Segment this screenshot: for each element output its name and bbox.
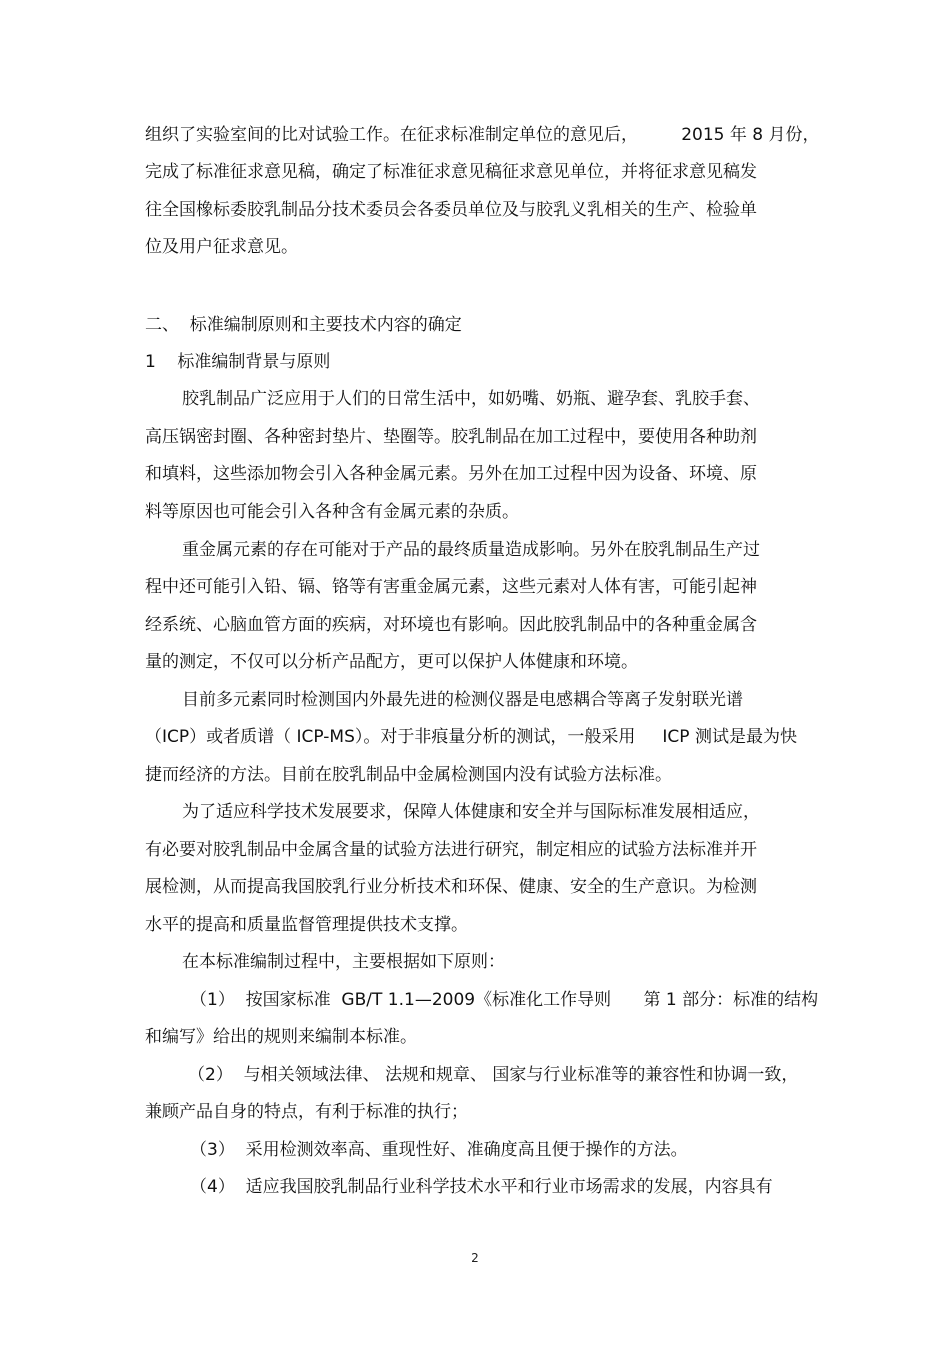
paragraph-line: 程中还可能引入铅、镉、铬等有害重金属元素，这些元素对人体有害，可能引起神 — [145, 577, 757, 597]
paragraph-line: 料等原因也可能会引入各种含有金属元素的杂质。 — [145, 502, 519, 522]
list-item-continuation: 兼顾产品自身的特点，有利于标准的执行； — [145, 1102, 468, 1122]
paragraph-line: 量的测定，不仅可以分析产品配方，更可以保护人体健康和环境。 — [145, 652, 638, 672]
list-item: （1） 按国家标准 GB/T 1.1—2009《标准化工作导则 第 1 部分：标准的结构 — [190, 990, 819, 1010]
paragraph-line: 高压锅密封圈、各种密封垫片、垫圈等。胶乳制品在加工过程中，要使用各种助剂 — [145, 427, 757, 447]
paragraph-line: 胶乳制品广泛应用于人们的日常生活中，如奶嘴、奶瓶、避孕套、乳胶手套、 — [182, 389, 760, 409]
list-item: （4） 适应我国胶乳制品行业科学技术水平和行业市场需求的发展，内容具有 — [190, 1177, 773, 1197]
paragraph-line: 组织了实验室间的比对试验工作。在征求标准制定单位的意见后， 2015 年 8 月份， — [145, 125, 820, 145]
paragraph-line: 为了适应科学技术发展要求，保障人体健康和安全并与国际标准发展相适应， — [182, 802, 760, 822]
page-number: 2 — [471, 1251, 479, 1265]
paragraph-line: 位及用户征求意见。 — [145, 237, 298, 257]
list-item-continuation: 和编写》给出的规则来编制本标准。 — [145, 1027, 417, 1047]
subsection-heading: 1 标准编制背景与原则 — [145, 352, 331, 372]
list-item: （2） 与相关领域法律、 法规和规章、 国家与行业标准等的兼容性和协调一致， — [188, 1065, 799, 1085]
paragraph-line: 展检测，从而提高我国胶乳行业分析技术和环保、健康、安全的生产意识。为检测 — [145, 877, 757, 897]
paragraph-line: （ICP）或者质谱（ ICP-MS）。对于非痕量分析的测试，一般采用 ICP 测试是最为快 — [145, 727, 797, 747]
paragraph-line: 和填料，这些添加物会引入各种金属元素。另外在加工过程中因为设备、环境、原 — [145, 464, 757, 484]
paragraph-line: 往全国橡标委胶乳制品分技术委员会各委员单位及与胶乳义乳相关的生产、检验单 — [145, 200, 757, 220]
paragraph-line: 捷而经济的方法。目前在胶乳制品中金属检测国内没有试验方法标准。 — [145, 765, 672, 785]
paragraph-line: 水平的提高和质量监督管理提供技术支撑。 — [145, 915, 468, 935]
paragraph-line: 目前多元素同时检测国内外最先进的检测仪器是电感耦合等离子发射联光谱 — [182, 690, 743, 710]
paragraph-line: 有必要对胶乳制品中金属含量的试验方法进行研究，制定相应的试验方法标准并开 — [145, 840, 757, 860]
list-item: （3） 采用检测效率高、重现性好、准确度高且便于操作的方法。 — [190, 1140, 688, 1160]
section-heading: 二、 标准编制原则和主要技术内容的确定 — [145, 315, 462, 335]
paragraph-line: 重金属元素的存在可能对于产品的最终质量造成影响。另外在胶乳制品生产过 — [182, 540, 760, 560]
paragraph-line: 在本标准编制过程中，主要根据如下原则： — [182, 952, 505, 972]
paragraph-line: 经系统、心脑血管方面的疾病，对环境也有影响。因此胶乳制品中的各种重金属含 — [145, 615, 757, 635]
paragraph-line: 完成了标准征求意见稿，确定了标准征求意见稿征求意见单位，并将征求意见稿发 — [145, 162, 757, 182]
